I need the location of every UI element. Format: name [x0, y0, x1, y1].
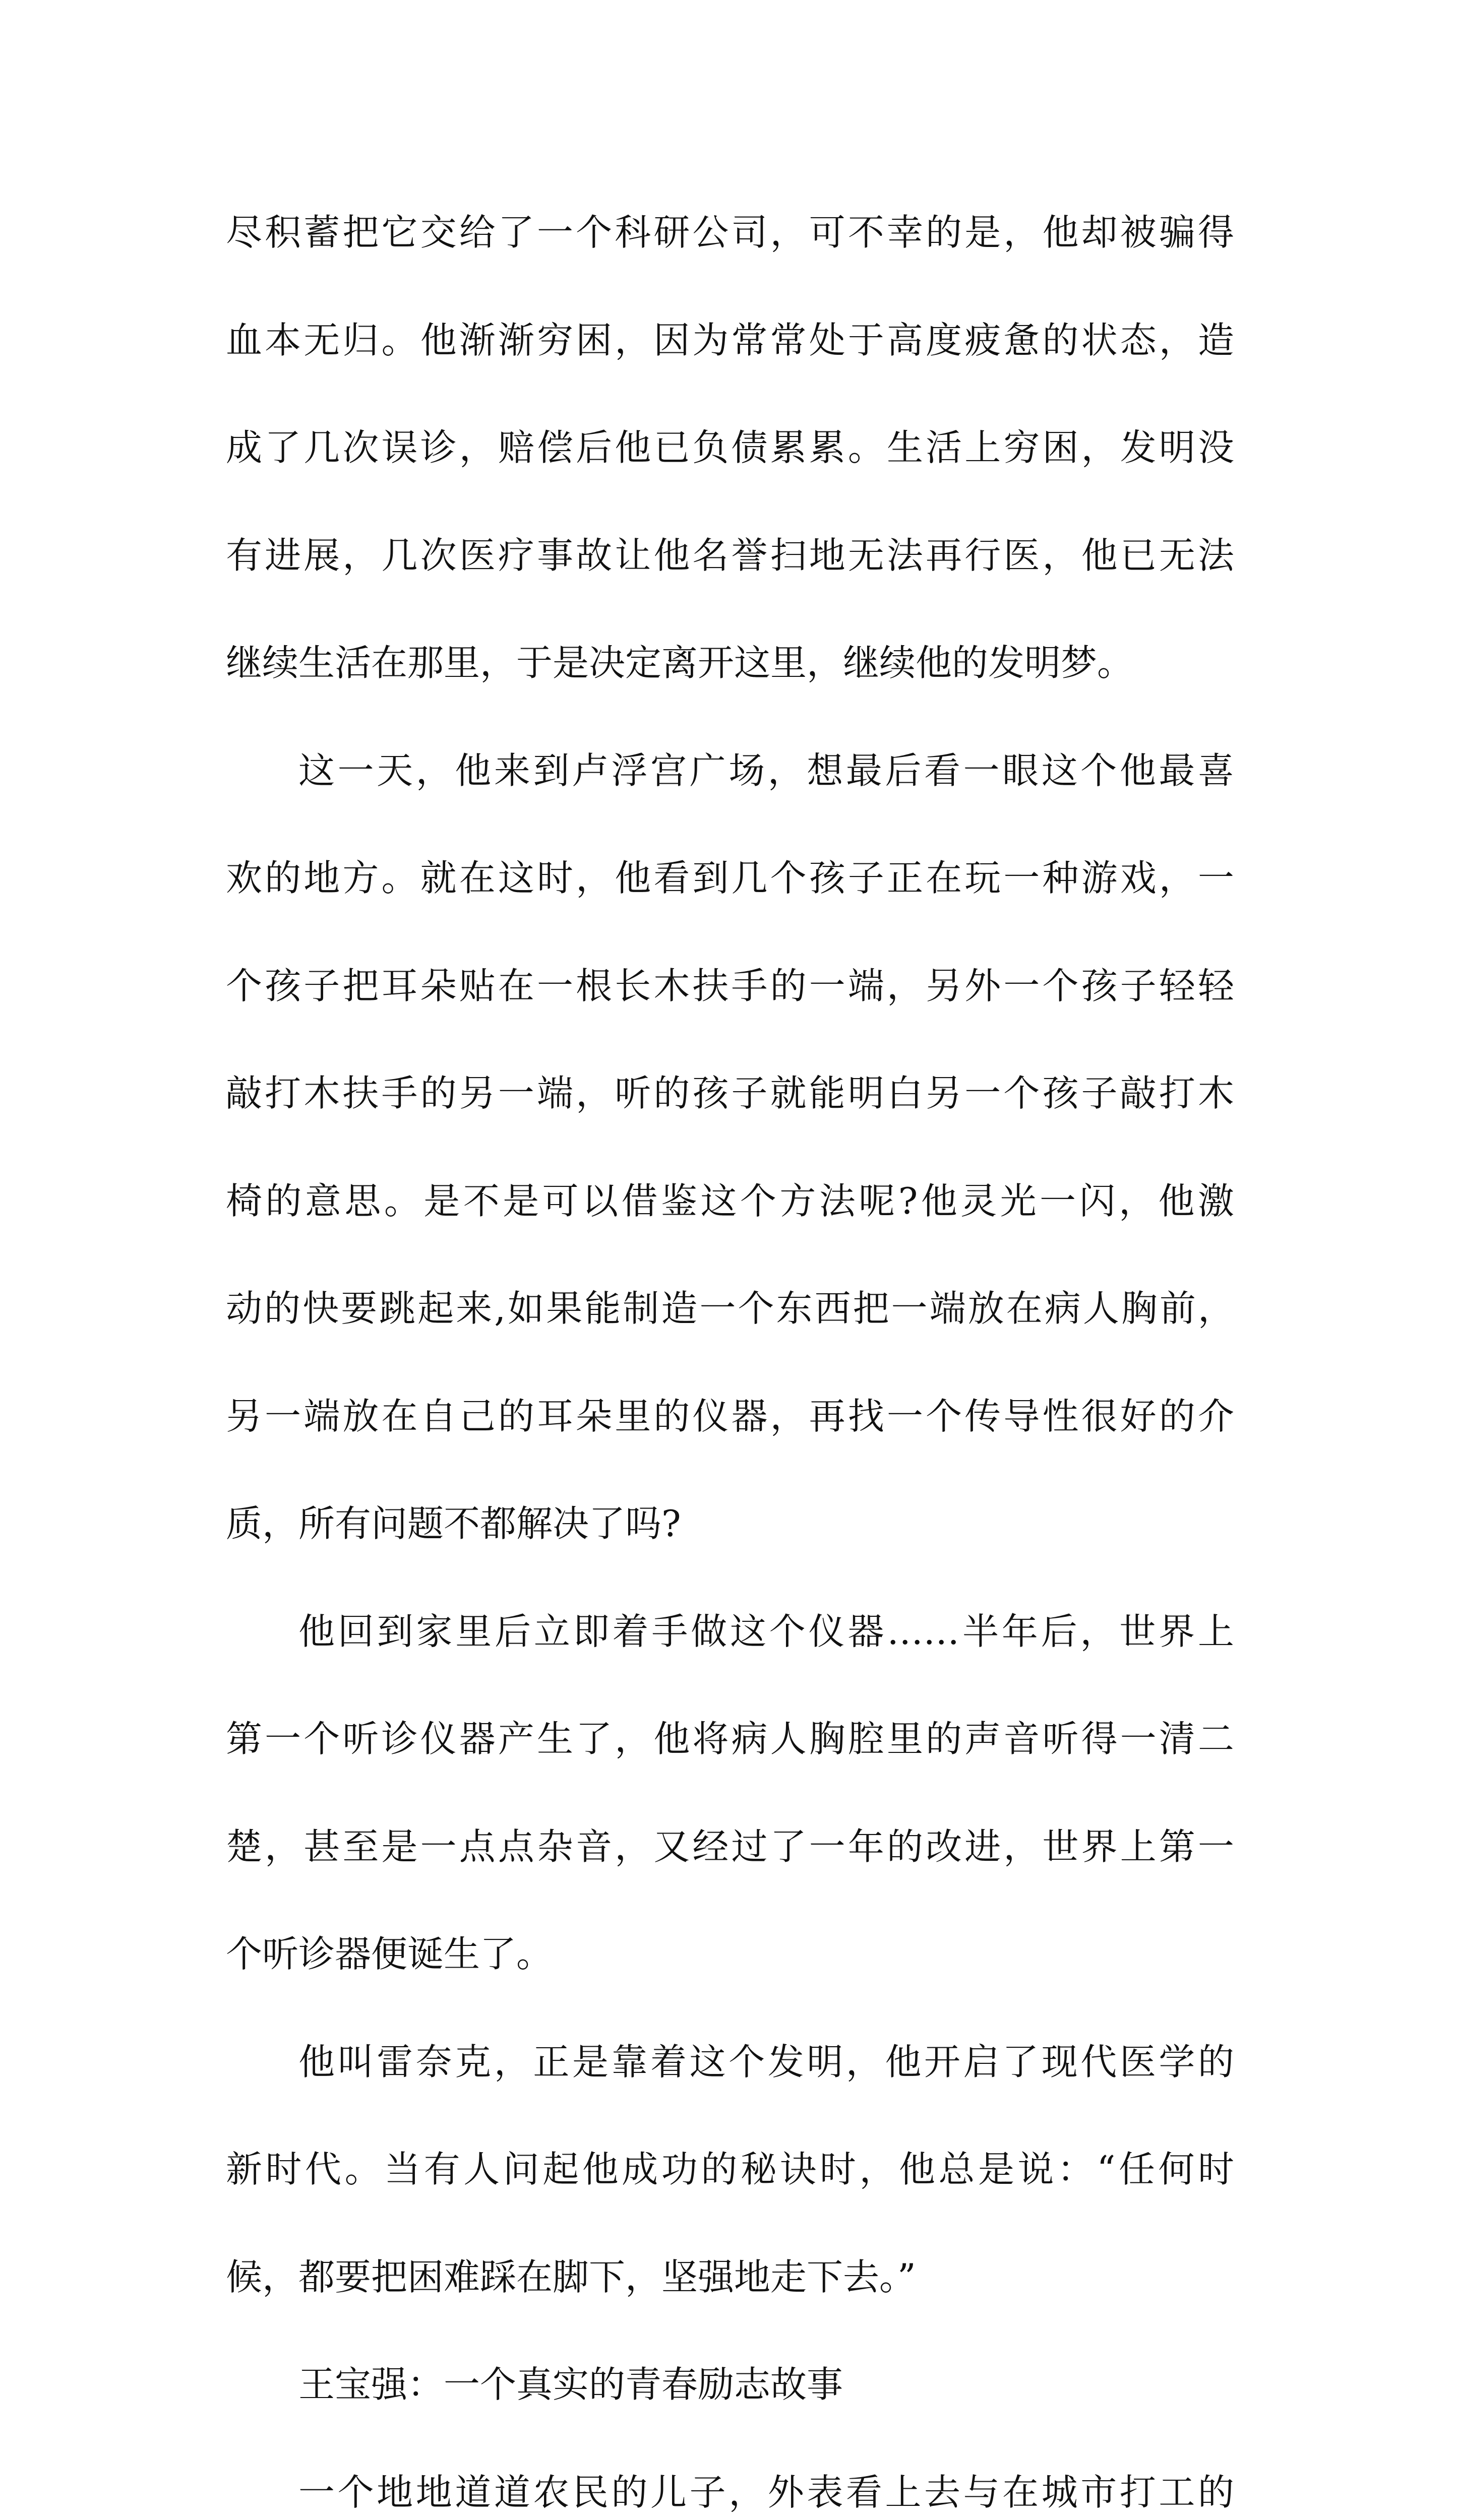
- text-line: 继续生活在那里，于是决定离开这里，继续他的发明梦。: [226, 609, 1234, 717]
- text-line: 尽积蓄把它交给了一个科研公司，可不幸的是，他却被骗得: [226, 179, 1234, 287]
- paragraph-first-line: 他叫雷奈克，正是靠着这个发明，他开启了现代医学的: [226, 2008, 1234, 2116]
- text-line: 椅的意思。是不是可以借鉴这个方法呢?他灵光一闪，他激: [226, 1148, 1234, 1255]
- section-heading: 王宝强：一个真实的青春励志故事: [226, 2331, 1234, 2439]
- text-line: 另一端放在自己的耳朵里的仪器，再找一个传导性很好的介: [226, 1363, 1234, 1471]
- text-line: 血本无归。他渐渐穷困，因为常常处于高度疲惫的状态，造: [226, 287, 1234, 395]
- text-line: 楚，甚至是一点点杂音，又经过了一年的改进，世界上第一: [226, 1793, 1234, 1901]
- text-line: 第一个听诊仪器产生了，他将病人胸腔里的声音听得一清二: [226, 1685, 1234, 1793]
- text-line: 个听诊器便诞生了。: [226, 1901, 1234, 2008]
- text-line: 新时代。当有人问起他成功的秘诀时，他总是说：“任何时: [226, 2116, 1234, 2224]
- text-line: 成了几次误诊，赔偿后他已负债累累。生活上穷困，发明没: [226, 394, 1234, 502]
- paragraph-first-line: 他回到家里后立即着手做这个仪器……半年后，世界上: [226, 1578, 1234, 1686]
- paragraph-first-line: 一个地地道道农民的儿子，外表看上去与在城市打工的: [226, 2439, 1234, 2520]
- document-body: [226, 179, 1234, 2520]
- text-line: 个孩子把耳朵贴在一根长木扶手的一端，另外一个孩子轻轻: [226, 932, 1234, 1040]
- text-line: 敲打木扶手的另一端，听的孩子就能明白另一个孩子敲打木: [226, 1040, 1234, 1148]
- text-line: 质，所有问题不都解决了吗?: [226, 1470, 1234, 1578]
- text-line: 有进展，几次医疗事故让他名誉扫地无法再行医，他已无法: [226, 502, 1234, 610]
- text-line: 欢的地方。就在这时，他看到几个孩子正在玩一种游戏，一: [226, 825, 1234, 932]
- text-line: 动的快要跳起来,如果能制造一个东西把一端放在病人胸前，: [226, 1255, 1234, 1363]
- text-line: 候，都要把困难踩在脚下，坚强地走下去。”: [226, 2224, 1234, 2332]
- paragraph-first-line: 这一天，他来到卢浮宫广场，想最后看一眼这个他最喜: [226, 717, 1234, 825]
